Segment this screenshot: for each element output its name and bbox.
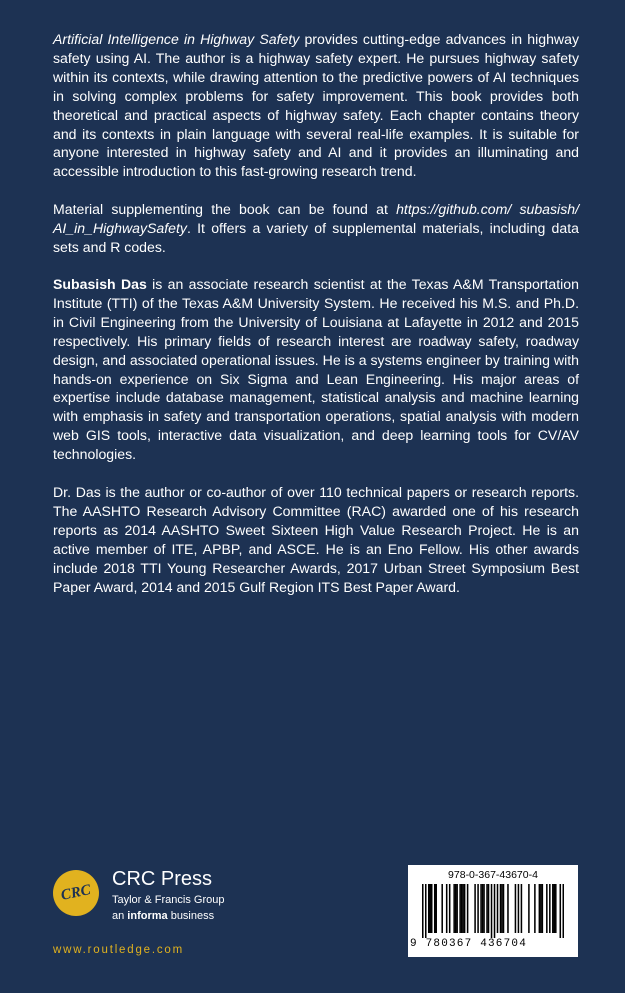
- barcode-bar: [501, 884, 503, 933]
- barcode-bar: [552, 884, 554, 933]
- publisher-block: [53, 864, 273, 964]
- barcode-bar: [518, 884, 520, 933]
- barcode-bar: [464, 884, 466, 933]
- supplement-text-start: Material supplementing the book can be found at: [53, 201, 397, 218]
- ean-digits: 9 780367 436704: [410, 938, 528, 950]
- author-bio-text: is an associate research scientist at the Texas A&M Transportation Institute (TTI) of the Texas A&M University System. He received his M.S. and Ph.D. in Civil Engineering from the University of Louisiana at Lafayette in 2012 and 2015 respectively. His primary fields of research interest are roadway safety, roadway design, and associated operational issues. He is a systems engineer by training with hands-on experience on Six Sigma and Lean Engineering. His major areas of expertise include database management, statistical analysis and machine learning with emphasis in safety and transportation operations, spatial analysis with modern web GIS tools, interactive data visualization, and deep learning tools for CV/AV technologies.: [53, 275, 579, 463]
- barcode-bar: [534, 884, 536, 933]
- barcode-bar: [449, 884, 451, 933]
- supplement-text-end: . It offers a variety of supplemental materials, including data sets and R codes.: [53, 220, 579, 256]
- barcode-bar: [554, 884, 556, 933]
- publisher-url: www.routledge.com: [53, 944, 184, 956]
- book-title: Artificial Intelligence in Highway Safety: [53, 31, 300, 47]
- isbn-number: 978-0-367-43670-4: [448, 869, 538, 881]
- barcode-bar: [480, 884, 482, 933]
- back-cover-text: [53, 30, 579, 615]
- barcode-bar: [441, 884, 443, 933]
- barcode-bar: [455, 884, 457, 933]
- barcode-bar: [494, 884, 496, 938]
- barcode-bar: [503, 884, 505, 933]
- barcode-bar: [549, 884, 551, 933]
- barcode-bar: [482, 884, 484, 933]
- informa-brand: informa: [127, 910, 168, 922]
- barcode-bar: [483, 884, 485, 933]
- barcode-bar: [486, 884, 488, 933]
- barcode-bar: [446, 884, 448, 933]
- barcode-bar: [507, 884, 509, 933]
- informa-suffix: business: [167, 910, 215, 922]
- supplement-note: [53, 200, 579, 257]
- barcode-bar: [474, 884, 476, 933]
- barcode-bar: [461, 884, 463, 933]
- barcode-bar: [488, 884, 490, 933]
- barcode-bar: [425, 884, 427, 938]
- barcode-bar: [435, 884, 437, 933]
- barcode-bar: [563, 884, 564, 938]
- barcode-bar: [500, 884, 502, 933]
- barcode-bar: [497, 884, 499, 933]
- barcode-bar: [453, 884, 455, 933]
- barcode-bar: [528, 884, 530, 933]
- barcode-bar: [462, 884, 464, 933]
- publisher-informa: [112, 910, 214, 922]
- informa-prefix: an: [112, 910, 128, 922]
- barcode-bar: [540, 884, 542, 933]
- barcode-bar: [546, 884, 548, 933]
- author-bio: [53, 275, 579, 464]
- barcode-bar: [539, 884, 541, 933]
- barcode-bar: [467, 884, 469, 933]
- publisher-name: CRC Press: [112, 868, 213, 890]
- barcode-bar: [422, 884, 424, 938]
- barcode-bar: [459, 884, 461, 933]
- publisher-group: Taylor & Francis Group: [112, 894, 225, 906]
- barcode-bar: [431, 884, 433, 933]
- barcode-bar: [477, 884, 479, 933]
- barcode-bar: [456, 884, 458, 933]
- barcode-bar: [515, 884, 517, 933]
- isbn-barcode: [408, 865, 578, 957]
- author-achievements: Dr. Das is the author or co-author of over 110 technical papers or research reports. The AASHTO Research Advisory Committee (RAC) awarded one of his research reports as 2014 AASHTO Sweet Sixteen High Value Research Project. He is an active member of ITE, APBP, and ASCE. He is an Eno Fellow. His other awards include 2018 TTI Young Researcher Awards, 2017 Urban Street Symposium Best Paper Award, 2014 and 2015 Gulf Region ITS Best Paper Award.: [53, 484, 579, 595]
- barcode-bar: [428, 884, 430, 933]
- book-description: [53, 30, 579, 181]
- description-text: provides cutting-edge advances in highway safety using AI. The author is a highway safety expert. He pursues highway safety within its contexts, while drawing attention to the predictive powers of AI techniques in solving complex problems for safety improvement. This book provides both theoretical and practical aspects of highway safety. Each chapter contains theory and its contexts in plain language with several real-life examples. It is suitable for anyone interested in highway safety and AI and it provides an illuminating and accessible introduction to this fast-growing research trend.: [53, 31, 579, 180]
- barcode-bar: [555, 884, 557, 933]
- supplement-url: https://github.com/ subasish/ AI_in_HighwaySafety: [53, 201, 579, 237]
- barcode-bar: [434, 884, 436, 933]
- barcode-bar: [491, 884, 493, 938]
- crc-logo-icon: [53, 870, 99, 916]
- barcode-bars: [422, 884, 564, 938]
- crc-logo-text: CRC: [59, 881, 93, 904]
- barcode-bar: [521, 884, 523, 933]
- barcode-bar: [542, 884, 544, 933]
- barcode-bar: [560, 884, 562, 938]
- barcode-bar: [429, 884, 431, 933]
- author-name: Subasish Das: [53, 275, 147, 292]
